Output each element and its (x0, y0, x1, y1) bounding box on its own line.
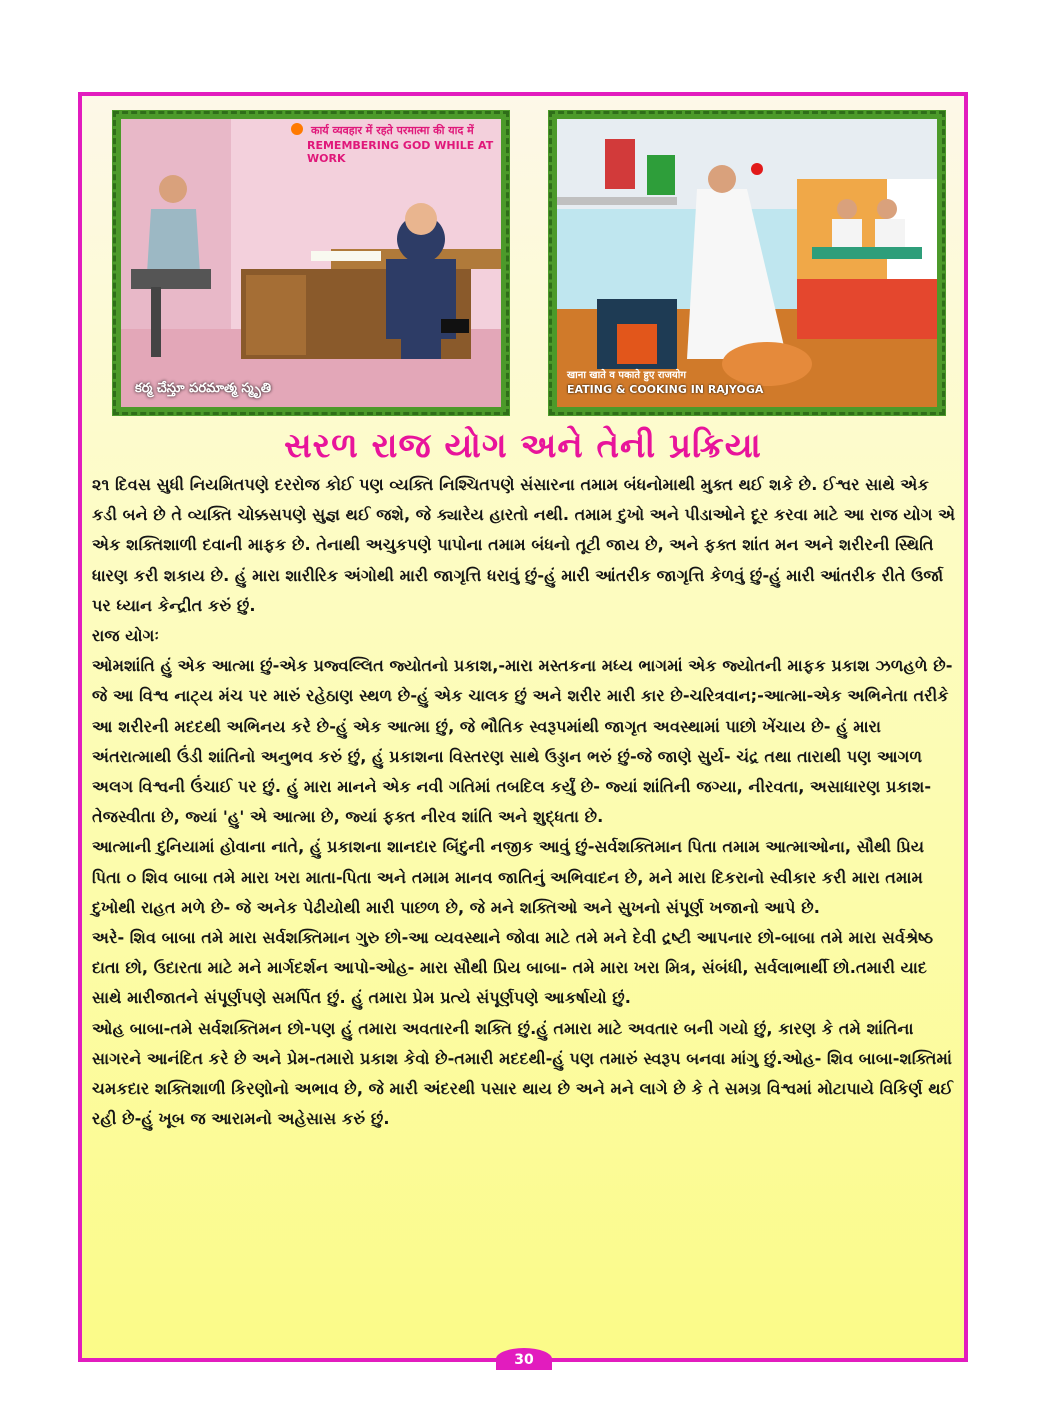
paragraph-5: અરે- શિવ બાબા તમે મારા સર્વશક્તિમાન ગુરુ છો-આ વ્યવસ્થાને જોવા માટે તમે મને દેવી દ્રષ્ટી આપનાર છો-બાબા તમે મારા સર્વશ્રેષ્ઠ દાતા છો, ઉદારતા માટે મને માર્ગદર્શન આપો-ઓહ- મારા સૌથી પ્રિય બાબા- તમે મારા ખરા મિત્ર, સંબંધી, સર્વલાભાર્થી છો.તમારી યાદ સાથે મારીજાતને સંપૂર્ણપણે સમર્પિત છું. હું તમારા પ્રેમ પ્રત્યે સંપૂર્ણપણે આકર્ષાયો છું. (92, 928, 934, 1008)
paragraph-6: ઓહ બાબા-તમે સર્વશક્તિમન છો-પણ હું તમારા અવતારની શક્તિ છું.હું તમારા માટે અવતાર બની ગયો છું, કારણ કે તમે શાંતિના સાગરને આનંદિત કરે છે અને પ્રેમ-તમારો પ્રકાશ કેવો છે-તમારી મદદથી-હું પણ તમારું સ્વરૂપ બનવા માંગુ છું.ઓહ- શિવ બાબા-શક્તિમાં ચમકદાર શક્તિશાળી કિરણોનો અભાવ છે, જે મારી અંદરથી પસાર થાય છે અને મને લાગે છે કે તે સમગ્ર વિશ્વમાં મોટાપાયે વિકિર્ણ થઈ રહી છે-હું ખૂબ જ આરામનો અહેસાસ કરું છું. (92, 1018, 954, 1129)
page-frame (78, 92, 968, 1368)
right-hindi-caption: खाना खाते व पकाते हुए राजयोग (567, 370, 686, 381)
left-hindi-caption: कार्य व्यवहार में रहते परमात्मा की याद में (311, 124, 474, 137)
paragraph-4: આત્માની દુનિયામાં હોવાના નાતે, હું પ્રકાશના શાનદાર બિંદુની નજીક આવું છું-સર્વશક્તિમાન પિતા તમામ આત્માઓના, સૌથી પ્રિય પિતા ૦ શિવ બાબા તમે મારા ખરા માતા-પિતા અને તમામ માનવ જાતિનું અભિવાદન છે, મને મારા દિકરાનો સ્વીકાર કરી મારા તમામ દુખોથી રાહત મળે છે- જે અનેક પેઢીયોથી મારી પાછળ છે, જે મને શક્તિઓ અને સુખનો સંપૂર્ણ ખજાનો આપે છે. (92, 837, 925, 917)
page-number: 30 (496, 1348, 552, 1370)
office-work-illustration (112, 110, 510, 416)
cooking-eating-illustration (548, 110, 946, 416)
right-english-caption: EATING & COOKING IN RAJYOGA (567, 383, 764, 396)
paragraph-1: ૨૧ દિવસ સુધી નિયમિતપણે દરરોજ કોઈ પણ વ્યક્તિ નિશ્ચિતપણે સંસારના તમામ બંધનોમાથી મુક્ત થઈ શકે છે. ઈશ્વર સાથે એક કડી બને છે તે વ્યક્તિ ચોક્કસપણે સુજ્ઞ થઈ જશે, જે ક્યારેય હારતો નથી. તમામ દુખો અને પીડાઓને દૂર કરવા માટે આ રાજ યોગ એ એક શક્તિશાળી દવાની માફક છે. તેનાથી અચુકપણે પાપોના તમામ બંધનો તૂટી જાય છે, અને ફક્ત શાંત મન અને શરીરની સ્થિતિ ધારણ કરી શકાય છે. હું મારા શારીરિક અંગોથી મારી જાગૃત્તિ ધરાવું છું-હું મારી આંતરીક જાગૃત્તિ કેળવું છું-હું મારી આંતરીક રીતે ઉર્જા પર ધ્યાન કેન્દ્રીત કરું છું. (92, 475, 956, 615)
left-bottom-caption: కర్మ చేస్తూ పరమాత్మ స్మృతి (135, 381, 272, 396)
body-text (92, 470, 958, 1134)
page-title: સરળ રાજ યોગ અને તેની પ્રક્રિયા (284, 426, 762, 466)
paragraph-3: ઓમશાંતિ હું એક આત્મા છું-એક પ્રજ્વલ્લિત જ્યોતનો પ્રકાશ,-મારા મસ્તકના મધ્ય ભાગમાં એક જ્યોતની માફક પ્રકાશ ઝળહળે છે- જે આ વિશ્વ નાટ્ય મંચ પર મારું રહેઠાણ સ્થળ છે-હું એક ચાલક છું અને શરીર મારી કાર છે-ચરિત્રવાન;-આત્મા-એક અભિનેતા તરીકે આ શરીરની મદદથી અભિનય કરે છે-હું એક આત્મા છું, જે ભૌતિક સ્વરૂપમાંથી જાગૃત અવસ્થામાં પાછો ખેંચાય છે- હું મારા અંતરાત્માથી ઉંડી શાંતિનો અનુભવ કરું છું, હું પ્રકાશના વિસ્તરણ સાથે ઉડ્ડાન ભરું છું-જે જાણે સુર્ય- ચંદ્ર તથા તારાથી પણ આગળ અલગ વિશ્વની ઉંચાઈ પર છું. હું મારા માનને એક નવી ગતિમાં તબદિલ કર્યું છે- જ્યાં શાંતિની જગ્યા, નીરવતા, અસાધારણ પ્રકાશ- તેજસ્વીતા છે, જ્યાં 'હુ' એ આત્મા છે, જ્યાં ફક્ત નીરવ શાંતિ અને શુદ્ધતા છે. (92, 656, 953, 827)
paragraph-2-heading: રાજ યોગઃ (92, 626, 160, 646)
left-english-caption: REMEMBERING GOD WHILE AT WORK (307, 139, 494, 165)
cooking-eating-image (557, 119, 937, 407)
